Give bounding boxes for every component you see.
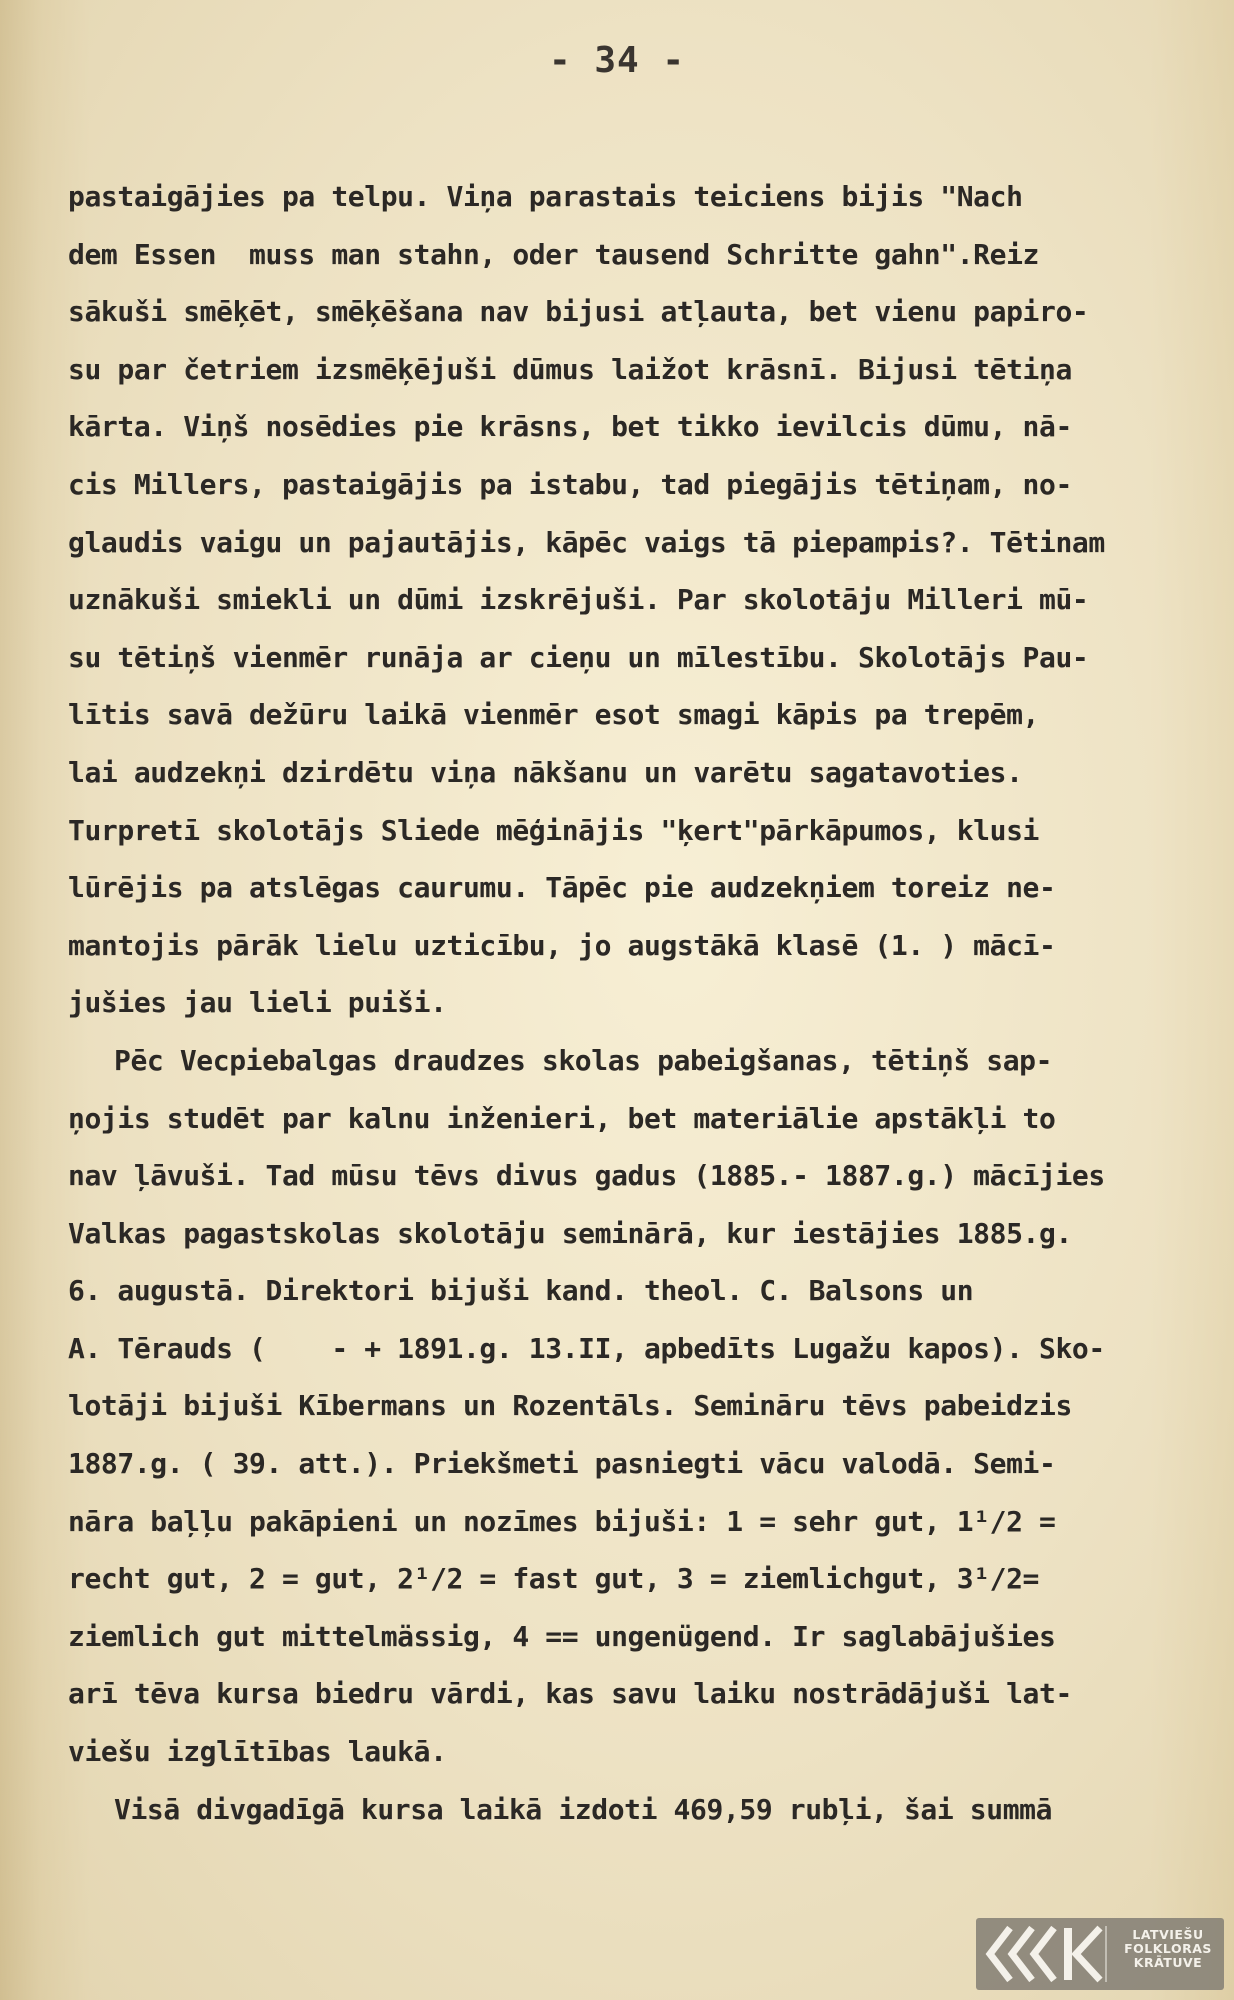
text-line: dem Essen muss man stahn, oder tausend Schritte gahn".Reiz	[68, 237, 1039, 271]
text-line: sākuši smēķēt, smēķēšana nav bijusi atļauta, bet vienu papiro-	[68, 295, 1089, 329]
text-line: ņojis studēt par kalnu inženieri, bet materiālie apstākļi to	[68, 1101, 1056, 1135]
text-line: recht gut, 2 = gut, 2¹/2 = fast gut, 3 = ziemlichgut, 3¹/2=	[68, 1562, 1039, 1596]
text-line: Visā divgadīgā kursa laikā izdoti 469,59 rubļi, šai summā	[114, 1792, 1053, 1826]
text-line: Pēc Vecpiebalgas draudzes skolas pabeigšanas, tētiņš sap-	[114, 1043, 1053, 1077]
text-line: mantojis pārāk lielu uzticību, jo augstākā klasē (1. ) mācī-	[68, 928, 1056, 962]
text-line: Turpretī skolotājs Sliede mēģinājis "ķert"pārkāpumos, klusi	[68, 813, 1039, 847]
text-line: lūrējis pa atslēgas caurumu. Tāpēc pie audzekņiem toreiz ne-	[68, 871, 1056, 905]
text-line: cis Millers, pastaigājis pa istabu, tad piegājis tētiņam, no-	[68, 467, 1072, 501]
text-line: lai audzekņi dzirdētu viņa nākšanu un varētu sagatavoties.	[68, 755, 1023, 789]
text-line: A. Tērauds ( - + 1891.g. 13.II, apbedīts Lugažu kapos). Sko-	[68, 1331, 1105, 1365]
text-line: nāra baļļu pakāpieni un nozīmes bijuši: 1 = sehr gut, 1¹/2 =	[68, 1504, 1056, 1538]
archive-logo	[976, 1918, 1224, 1990]
text-line: uznākuši smiekli un dūmi izskrējuši. Par skolotāju Milleri mū-	[68, 583, 1089, 617]
text-line: lītis savā dežūru laikā vienmēr esot smagi kāpis pa trepēm,	[68, 698, 1039, 732]
logo-line-1: LATVIEŠU	[1132, 1927, 1204, 1942]
logo-line-3: KRĀTUVE	[1133, 1955, 1203, 1970]
text-line: su par četriem izsmēķējuši dūmus laižot krāsnī. Bijusi tētiņa	[68, 352, 1072, 386]
text-line: pastaigājies pa telpu. Viņa parastais teiciens bijis "Nach	[68, 180, 1023, 213]
typewritten-text-block	[68, 168, 1188, 1838]
text-line: jušies jau lieli puiši.	[68, 986, 447, 1020]
text-line: arī tēva kursa biedru vārdi, kas savu laiku nostrādājuši lat-	[68, 1677, 1072, 1711]
text-line: Valkas pagastskolas skolotāju seminārā, kur iestājies 1885.g.	[68, 1216, 1072, 1250]
text-line: viešu izglītības laukā.	[68, 1735, 447, 1769]
text-line: su tētiņš vienmēr runāja ar cieņu un mīlestību. Skolotājs Pau-	[68, 640, 1089, 674]
text-line: ziemlich gut mittelmässig, 4 == ungenügend. Ir saglabājušies	[68, 1619, 1056, 1653]
text-line: nav ļāvuši. Tad mūsu tēvs divus gadus (1885.- 1887.g.) mācījies	[68, 1159, 1105, 1193]
text-line: 1887.g. ( 39. att.). Priekšmeti pasniegti vācu valodā. Semi-	[68, 1447, 1056, 1481]
logo-text	[1112, 1928, 1224, 1970]
logo-line-2: FOLKLORAS	[1124, 1941, 1212, 1956]
text-line: glaudis vaigu un pajautājis, kāpēc vaigs tā piepampis?. Tētinam	[68, 525, 1105, 559]
text-line: 6. augustā. Direktori bijuši kand. theol. C. Balsons un	[68, 1274, 974, 1308]
text-line: lotāji bijuši Kībermans un Rozentāls. Semināru tēvs pabeidzis	[68, 1389, 1072, 1423]
text-line: kārta. Viņš nosēdies pie krāsns, bet tikko ievilcis dūmu, nā-	[68, 410, 1072, 444]
page-number: - 34 -	[548, 40, 686, 81]
